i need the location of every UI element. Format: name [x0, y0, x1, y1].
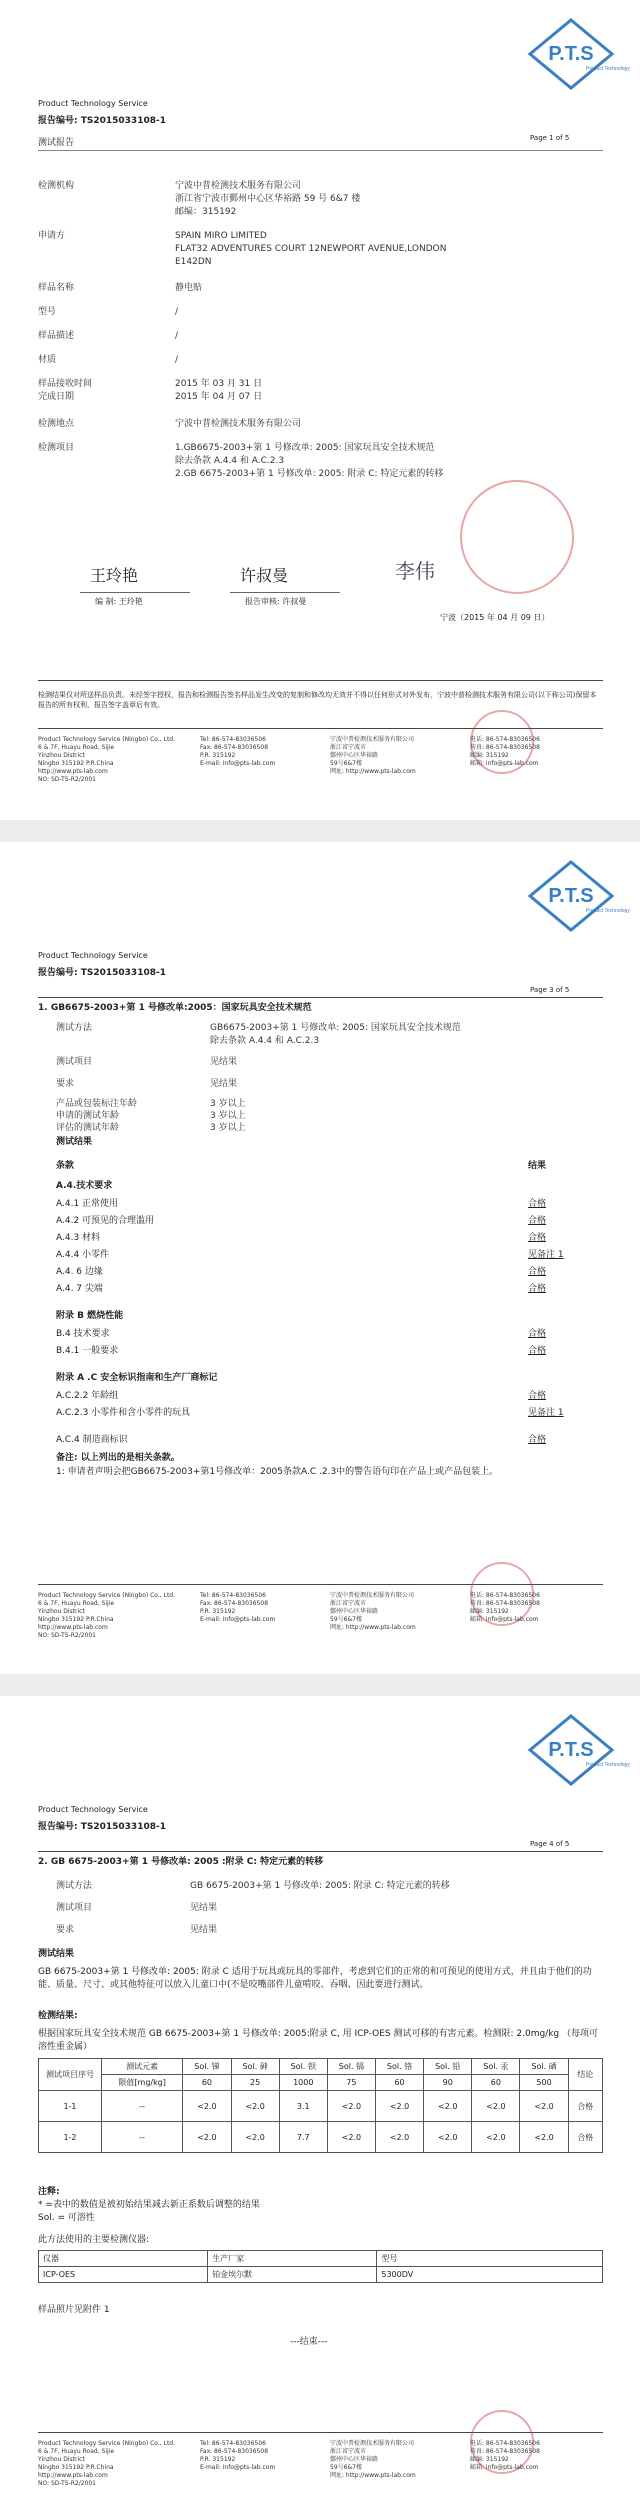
test-method-value: GB 6675-2003+第 1 号修改单: 2005: 附录 C: 特定元素的转移 [190, 1881, 450, 1891]
col-conclusion: 结论 [568, 2059, 602, 2091]
footer-line: 邮编: 315192 [470, 752, 509, 759]
col-elem-3: Sol. 镉 [327, 2059, 375, 2075]
footer-line: Fax: 86-574-83036508 [200, 744, 269, 751]
footer-line: 网址: http://www.pts-lab.com [330, 2472, 416, 2479]
clause-result: 合格 [528, 1233, 547, 1243]
footer-line: P.R. 315192 [200, 752, 236, 759]
field-value: 浙江省宁波市鄞州中心区华裕路 59 号 6&7 楼 [175, 194, 361, 204]
note-title: 备注: 以上列出的是相关条款。 [56, 1453, 180, 1463]
heavy-metal-table [38, 2058, 603, 2153]
footer-line: Product Technology Service (Ningbo) Co., Ltd. [38, 1592, 176, 1599]
table-cell: <2.0 [231, 2122, 279, 2153]
clause-item: A.4.3 材料 [56, 1233, 101, 1243]
table-cell: <2.0 [183, 2122, 231, 2153]
footer-line: 59号6&7楼 [330, 1616, 362, 1623]
field-label: 检测项目 [38, 443, 75, 453]
footer-line: 网址: http://www.pts-lab.com [330, 1624, 416, 1631]
field-value: 1.GB6675-2003+第 1 号修改单: 2005: 国家玩具安全技术规范 [175, 443, 435, 453]
col-elem-0: Sol. 锑 [183, 2059, 231, 2075]
footer-line: 浙江省宁波市 [330, 744, 367, 751]
col-limit: 限值[mg/kg] [102, 2075, 183, 2091]
requirement-label: 要求 [56, 1079, 75, 1089]
footer-line: 宁波中普检测技术服务有限公司 [330, 1592, 415, 1599]
table-cell: 1-1 [39, 2091, 102, 2122]
report-page-2 [0, 842, 640, 1674]
field-label: 型号 [38, 307, 57, 317]
field-label: 完成日期 [38, 392, 75, 402]
table-cell: <2.0 [520, 2122, 568, 2153]
pts-logo [526, 860, 630, 932]
test-method-label: 测试方法 [56, 1881, 93, 1891]
footer-line: http://www.pts-lab.com [38, 2472, 108, 2479]
field-label: 检测机构 [38, 181, 75, 191]
clause-item: B.4.1 一般要求 [56, 1346, 119, 1356]
footer-line: Tel: 86-574-83036506 [200, 1592, 266, 1599]
footer-line: 电话: 86-574-83036506 [470, 736, 540, 743]
group-title: 附录 A .C 安全标识指南和生产厂商标记 [56, 1373, 218, 1383]
table-cell: <2.0 [375, 2122, 423, 2153]
field-label: 检测地点 [38, 419, 75, 429]
table-cell: 1-2 [39, 2122, 102, 2153]
clause-result: 合格 [528, 1435, 547, 1445]
field-label: 申请方 [38, 231, 66, 241]
test-item-label: 测试项目 [56, 1057, 93, 1067]
disclaimer: 检测结果仅对所送样品负责。未经签字授权，报告和检测报告签名样品发生改变的复制和修改均无效并不得以任何形式对外发布，宁波中普检测技术服务有限公司(以下称公司)保留本报告的所有权利，报告签字盖章后有效。 [38, 691, 597, 709]
pts-logo [526, 1714, 630, 1786]
svg-text:Product Technology: Product Technology [586, 1762, 630, 1768]
divider [38, 150, 603, 151]
service-title: Product Technology Service [38, 1805, 148, 1814]
footer-line: 鄞州中心区华裕路 [330, 752, 379, 759]
col-element: 测试元素 [102, 2059, 183, 2075]
clause-result: 见备注 1 [528, 1250, 564, 1260]
col-elem-1: Sol. 砷 [231, 2059, 279, 2075]
age-label: 评估的测试年龄 [56, 1123, 120, 1133]
test-item-label: 测试项目 [56, 1903, 93, 1913]
footer-line: Fax: 86-574-83036508 [200, 2448, 269, 2455]
limit-7: 500 [520, 2075, 568, 2091]
results-title: 测试结果 [38, 1949, 75, 1959]
clause-item: A.C.2.3 小零件和含小零件的玩具 [56, 1408, 191, 1418]
clause-result: 见备注 1 [528, 1408, 564, 1418]
footer-line: 6 & 7F, Huayu Road, Sijie [38, 2448, 115, 2455]
footer-line: 邮箱: info@pts-lab.com [470, 1616, 539, 1623]
footer-line: 电话: 86-574-83036506 [470, 2440, 540, 2447]
col-elem-7: Sol. 硒 [520, 2059, 568, 2075]
notes-title: 注释: [38, 2187, 60, 2197]
service-title: Product Technology Service [38, 99, 148, 108]
group-title: A.4.技术要求 [56, 1181, 113, 1191]
footer-line: Yinzhou District [38, 752, 85, 759]
table-cell: 7.7 [279, 2122, 327, 2153]
footer-line: 浙江省宁波市 [330, 2448, 367, 2455]
footer-line: http://www.pts-lab.com [38, 1624, 108, 1631]
table-cell: <2.0 [424, 2091, 472, 2122]
limit-3: 75 [327, 2075, 375, 2091]
table-cell: -- [102, 2122, 183, 2153]
limit-5: 90 [424, 2075, 472, 2091]
report-number: 报告编号: TS2015033108-1 [38, 1822, 166, 1832]
age-label: 申请的测试年龄 [56, 1111, 120, 1121]
footer-line: Ningbo 315192 P.R.China [38, 2464, 114, 2471]
table-cell: <2.0 [231, 2091, 279, 2122]
test-item-value: 见结果 [210, 1057, 238, 1067]
footer-line: http://www.pts-lab.com [38, 768, 108, 775]
footer-line: Yinzhou District [38, 2456, 85, 2463]
footer-line: 宁波中普检测技术服务有限公司 [330, 2440, 415, 2447]
footer-line: 传真: 86-574-83036508 [470, 2448, 540, 2455]
report-number: 报告编号: TS2015033108-1 [38, 116, 166, 126]
equip-header-maker: 生产厂家 [208, 2251, 377, 2267]
footer [0, 736, 640, 786]
footer-line: NO: SD-TS-R2/2001 [38, 2480, 96, 2487]
test-method-value-2: 除去条款 A.4.4 和 A.C.2.3 [210, 1036, 320, 1046]
footer [0, 2440, 640, 2490]
footer-line: 6 & 7F, Huayu Road, Sijie [38, 744, 115, 751]
field-value: 宁波中普检测技术服务有限公司 [175, 181, 302, 191]
clause-result: 合格 [528, 1391, 547, 1401]
footer-line: 邮箱: info@pts-lab.com [470, 2464, 539, 2471]
table-cell: <2.0 [472, 2122, 520, 2153]
field-value: 静电贴 [175, 283, 203, 293]
limit-6: 60 [472, 2075, 520, 2091]
field-value: 邮编：315192 [175, 207, 237, 217]
footer-line: 宁波中普检测技术服务有限公司 [330, 736, 415, 743]
table-cell: <2.0 [183, 2091, 231, 2122]
table-cell: <2.0 [375, 2091, 423, 2122]
table-cell: <2.0 [424, 2122, 472, 2153]
company-seal [460, 480, 574, 594]
field-value: 2.GB 6675-2003+第 1 号修改单: 2005: 附录 C: 特定元素的转移 [175, 469, 444, 479]
sign-line [80, 592, 190, 593]
limit-1: 25 [231, 2075, 279, 2091]
equipment-title: 此方法使用的主要检测仪器: [38, 2235, 150, 2245]
divider [38, 680, 603, 681]
clause-result: 合格 [528, 1329, 547, 1339]
method-title: 检测结果: [38, 2011, 78, 2021]
footer-line: NO: SD-TS-R2/2001 [38, 1632, 96, 1639]
field-value: FLAT32 ADVENTURES COURT 12NEWPORT AVENUE,LONDON [175, 244, 447, 254]
clause-item: A.4.4 小零件 [56, 1250, 110, 1260]
note-a: * =表中的数值是被初始结果减去新正系数后调整的结果 [38, 2200, 260, 2210]
footer-line: Tel: 86-574-83036506 [200, 736, 266, 743]
field-value: 宁波中普检测技术服务有限公司 [175, 419, 302, 429]
note-1: 1: 申请者声明会把GB6675-2003+第1号修改单：2005条款A.C .2.3中的警告语句印在产品上或产品包装上。 [56, 1467, 499, 1477]
footer-line: Ningbo 315192 P.R.China [38, 1616, 114, 1623]
report-date: 宁波（2015 年 04 月 09 日） [440, 613, 550, 622]
field-value: E142DN [175, 257, 212, 267]
age-value: 3 岁以上 [210, 1099, 246, 1109]
col-elem-2: Sol. 钡 [279, 2059, 327, 2075]
table-cell: <2.0 [520, 2091, 568, 2122]
page-number: Page 4 of 5 [530, 1840, 570, 1848]
footer [0, 1592, 640, 1642]
age-value: 3 岁以上 [210, 1123, 246, 1133]
limit-0: 60 [183, 2075, 231, 2091]
service-title: Product Technology Service [38, 951, 148, 960]
footer-line: 鄞州中心区华裕路 [330, 1608, 379, 1615]
equip-header-instrument: 仪器 [39, 2251, 208, 2267]
field-label: 样品接收时间 [38, 379, 93, 389]
footer-line: P.R. 315192 [200, 1608, 236, 1615]
footer-line: NO: SD-TS-R2/2001 [38, 776, 96, 783]
field-label: 样品名称 [38, 283, 75, 293]
footer-line: 邮编: 315192 [470, 2456, 509, 2463]
clause-item: A.4.1 正常使用 [56, 1199, 119, 1209]
col-sample-id: 测试项目序号 [39, 2059, 102, 2091]
clause-result: 合格 [528, 1199, 547, 1209]
clause-item: B.4 技术要求 [56, 1329, 110, 1339]
field-value: 除去条款 A.4.4 和 A.C.2.3 [175, 456, 285, 466]
footer-line: 电话: 86-574-83036506 [470, 1592, 540, 1599]
table-cell: <2.0 [472, 2091, 520, 2122]
intro-paragraph: GB 6675-2003+第 1 号修改单: 2005: 附录 C 适用于玩具或玩具的零部件，考虑到它们的正常的和可预见的使用方式，并且由于他们的功能、质量、尺寸、或其他特征可以放入儿童口中(不是咬嘴部件儿童啃咬、吞咽、因此要进行测试。 [38, 1967, 592, 1990]
field-label: 材质 [38, 355, 57, 365]
svg-text:P.T.S: P.T.S [548, 43, 594, 65]
section-title: 2. GB 6675-2003+第 1 号修改单: 2005 :附录 C: 特定元素的转移 [38, 1857, 324, 1867]
footer-line: Product Technology Service (Ningbo) Co., Ltd. [38, 2440, 176, 2447]
table-cell: 合格 [568, 2091, 602, 2122]
footer-line: Fax: 86-574-83036508 [200, 1600, 269, 1607]
report-page-1 [0, 0, 640, 820]
footer-line: Ningbo 315192 P.R.China [38, 760, 114, 767]
test-item-value: 见结果 [190, 1903, 218, 1913]
table-row [39, 2122, 603, 2153]
field-value: / [175, 307, 179, 317]
age-label: 产品或包装标注年龄 [56, 1099, 138, 1109]
signature-approver: 李伟 [395, 559, 435, 583]
section-title: 1. GB6675-2003+第 1 号修改单:2005：国家玩具安全技术规范 [38, 1003, 312, 1013]
footer-line: 6 & 7F, Huayu Road, Sijie [38, 1600, 115, 1607]
requirement-label: 要求 [56, 1925, 75, 1935]
divider [38, 1851, 603, 1852]
clause-header: 条款 [56, 1161, 75, 1171]
footer-line: E-mail: info@pts-lab.com [200, 1616, 276, 1623]
footer-line: 邮编: 315192 [470, 1608, 509, 1615]
svg-text:P.T.S: P.T.S [548, 1739, 594, 1761]
reviewer-label: 报告审核: 许叔曼 [245, 597, 307, 606]
footer-line: E-mail: info@pts-lab.com [200, 2464, 276, 2471]
table-row [39, 2091, 603, 2122]
footer-line: Product Technology Service (Ningbo) Co., Ltd. [38, 736, 176, 743]
field-value: 2015 年 03 月 31 日 [175, 379, 263, 389]
clause-item: A.C.2.2 年龄组 [56, 1391, 119, 1401]
equip-instrument: ICP-OES [39, 2267, 208, 2283]
attachment-note: 样品照片见附件 1 [38, 2305, 110, 2315]
footer-line: 59号6&7楼 [330, 2464, 362, 2471]
clause-item: A.C.4 制造商标识 [56, 1435, 128, 1445]
footer-line: 邮箱: info@pts-lab.com [470, 760, 539, 767]
report-subtitle: 测试报告 [38, 138, 75, 148]
limit-4: 60 [375, 2075, 423, 2091]
table-cell: 合格 [568, 2122, 602, 2153]
field-value: / [175, 355, 179, 365]
table-cell: -- [102, 2091, 183, 2122]
footer-line: 传真: 86-574-83036508 [470, 1600, 540, 1607]
footer-line: Tel: 86-574-83036506 [200, 2440, 266, 2447]
footer-line: P.R. 315192 [200, 2456, 236, 2463]
field-value: SPAIN MIRO LIMITED [175, 231, 267, 241]
field-value: 2015 年 04 月 07 日 [175, 392, 263, 402]
col-elem-4: Sol. 铬 [375, 2059, 423, 2075]
footer-line: 传真: 86-574-83036508 [470, 744, 540, 751]
clause-item: A.4.2 可预见的合理滥用 [56, 1216, 155, 1226]
col-elem-5: Sol. 铅 [424, 2059, 472, 2075]
table-cell: 3.1 [279, 2091, 327, 2122]
requirement-value: 见结果 [210, 1079, 238, 1089]
equip-model: 5300DV [377, 2267, 603, 2283]
equip-header-model: 型号 [377, 2251, 603, 2267]
page-number: Page 1 of 5 [530, 134, 570, 142]
svg-text:P.T.S: P.T.S [548, 885, 594, 907]
svg-text:Product Technology: Product Technology [586, 908, 630, 914]
group-title: 附录 B 燃烧性能 [56, 1311, 124, 1321]
note-b: Sol. = 可溶性 [38, 2213, 95, 2223]
field-value: / [175, 331, 179, 341]
age-value: 3 岁以上 [210, 1111, 246, 1121]
test-method-value: GB6675-2003+第 1 号修改单: 2005: 国家玩具安全技术规范 [210, 1023, 461, 1033]
footer-line: E-mail: info@pts-lab.com [200, 760, 276, 767]
result-header: 结果 [528, 1161, 547, 1171]
signature-reviewer: 许叔曼 [240, 566, 289, 585]
table-cell: <2.0 [327, 2091, 375, 2122]
footer-line: 浙江省宁波市 [330, 1600, 367, 1607]
method-paragraph: 根据国家玩具安全技术规范 GB 6675-2003+第 1 号修改单: 2005:附录 C, 用 ICP-OES 测试可移的有害元素。检测限: 2.0mg/kg （每项可溶性重金属） [38, 2029, 598, 2052]
requirement-value: 见结果 [190, 1925, 218, 1935]
compiler-label: 编 制: 王玲艳 [95, 597, 143, 606]
pts-logo [526, 18, 630, 90]
equipment-table [38, 2250, 603, 2283]
report-page-3 [0, 1696, 640, 2519]
end-mark: ---结束--- [290, 2337, 328, 2347]
clause-item: A.4. 6 边缘 [56, 1267, 103, 1277]
report-number: 报告编号: TS2015033108-1 [38, 968, 166, 978]
table-cell: <2.0 [327, 2122, 375, 2153]
sign-line [230, 592, 340, 593]
footer-line: 59号6&7楼 [330, 760, 362, 767]
footer-line: 鄞州中心区华裕路 [330, 2456, 379, 2463]
col-elem-6: Sol. 汞 [472, 2059, 520, 2075]
page-number: Page 3 of 5 [530, 986, 570, 994]
test-method-label: 测试方法 [56, 1023, 93, 1033]
field-label: 样品描述 [38, 331, 75, 341]
svg-text:Product Technology: Product Technology [586, 66, 630, 72]
equip-maker: 铂金埃尔默 [208, 2267, 377, 2283]
clause-item: A.4. 7 尖端 [56, 1284, 103, 1294]
divider [38, 997, 603, 998]
results-title: 测试结果 [56, 1137, 93, 1147]
signature-compiler: 王玲艳 [90, 566, 139, 585]
clause-result: 合格 [528, 1346, 547, 1356]
limit-2: 1000 [279, 2075, 327, 2091]
footer-line: 网址: http://www.pts-lab.com [330, 768, 416, 775]
clause-result: 合格 [528, 1216, 547, 1226]
clause-result: 合格 [528, 1267, 547, 1277]
clause-result: 合格 [528, 1284, 547, 1294]
footer-line: Yinzhou District [38, 1608, 85, 1615]
